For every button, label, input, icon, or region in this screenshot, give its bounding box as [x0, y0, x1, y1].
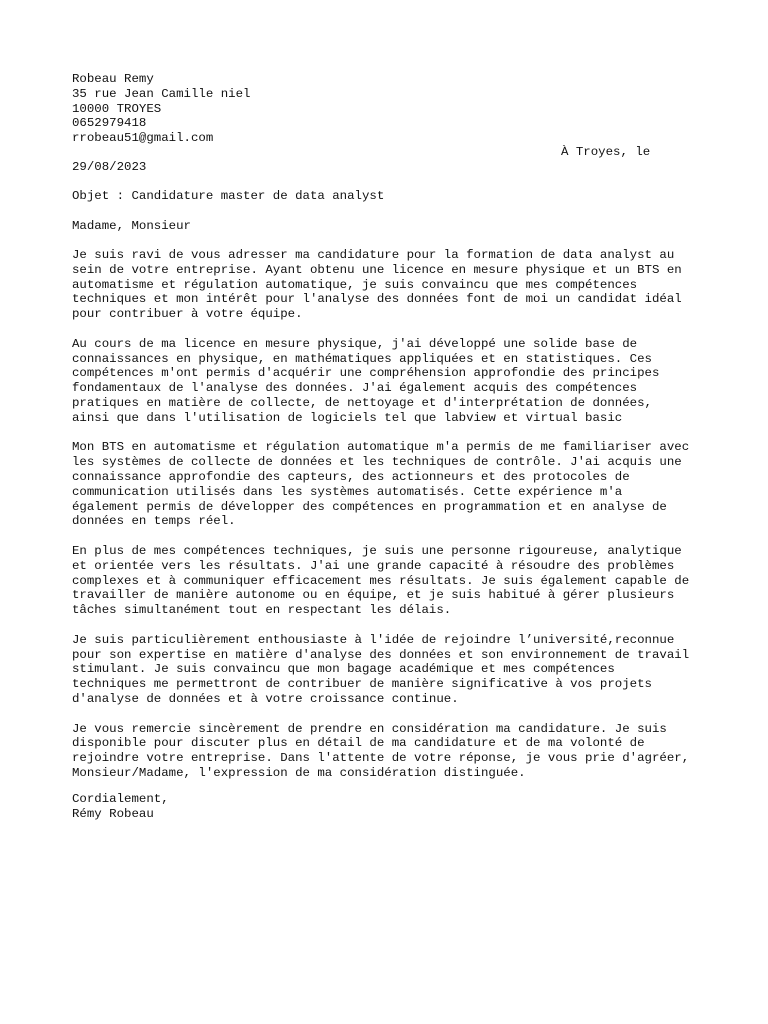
letter-body	[72, 248, 712, 795]
paragraph	[72, 440, 712, 529]
paragraph	[72, 248, 712, 322]
sender-name: Robeau Remy	[72, 72, 154, 86]
body-line: connaissance approfondie des capteurs, des actionneurs et des protocoles de	[72, 469, 630, 484]
body-line: également permis de développer des compétences en programmation et en analyse de	[72, 499, 667, 514]
sender-street: 35 rue Jean Camille niel	[72, 86, 251, 101]
paragraph	[72, 337, 712, 426]
body-line: fondamentaux de l'analyse des données. J'ai également acquis des compétences	[72, 381, 638, 396]
body-line: disponible pour discuter plus en détail de ma candidature et de ma volonté de	[72, 736, 645, 751]
body-line: travailler de manière autonome ou en équipe, et je suis habitué à gérer plusieurs	[72, 588, 675, 603]
letter-date: 29/08/2023	[72, 160, 147, 174]
body-line: stimulant. Je suis convaincu que mon bagage académique et mes compétences	[72, 662, 615, 677]
body-line: pratiques en matière de collecte, de nettoyage et d'interprétation de données,	[72, 395, 652, 410]
body-line: les systèmes de collecte de données et les techniques de contrôle. J'ai acquis une	[72, 455, 682, 470]
body-line: connaissances en physique, en mathématiques appliquées et en statistiques. Ces	[72, 351, 652, 366]
salutation: Madame, Monsieur	[72, 219, 191, 233]
body-line: Je suis particulièrement enthousiaste à l'idée de rejoindre l’université,reconnue	[72, 632, 675, 647]
body-line: et orientée vers les résultats. J'ai une grande capacité à résoudre des problèmes	[72, 558, 675, 573]
body-line: pour son expertise en matière d'analyse des données et son environnement de travail	[72, 647, 690, 662]
place-line: À Troyes, le	[561, 145, 651, 159]
body-line: d'analyse de données et à votre croissance continue.	[72, 691, 459, 706]
body-line: sein de votre entreprise. Ayant obtenu une licence en mesure physique et un BTS en	[72, 262, 682, 277]
body-line: Mon BTS en automatisme et régulation automatique m'a permis de me familiariser avec	[72, 440, 690, 455]
signature: Rémy Robeau	[72, 806, 154, 821]
sender-city: 10000 TROYES	[72, 101, 162, 116]
body-line: techniques me permettront de contribuer de manière significative à vos projets	[72, 677, 652, 692]
sender-email: rrobeau51@gmail.com	[72, 131, 214, 146]
body-line: données en temps réel.	[72, 514, 236, 529]
closing-block	[72, 792, 169, 822]
paragraph	[72, 633, 712, 707]
paragraph	[72, 722, 712, 781]
sender-phone: 0652979418	[72, 116, 147, 131]
letter-object: Objet : Candidature master de data analyst	[72, 189, 385, 203]
body-line: ainsi que dans l'utilisation de logiciels tel que labview et virtual basic	[72, 410, 623, 425]
body-line: complexes et à communiquer efficacement mes résultats. Je suis également capable de	[72, 573, 690, 588]
body-line: Au cours de ma licence en mesure physique, j'ai développé une solide base de	[72, 336, 638, 351]
closing-text: Cordialement,	[72, 792, 169, 806]
body-line: Je suis ravi de vous adresser ma candidature pour la formation de data analyst au	[72, 248, 675, 262]
body-line: communication utilisés dans les systèmes automatisés. Cette expérience m'a	[72, 484, 623, 499]
body-line: techniques et mon intérêt pour l'analyse des données font de moi un candidat idéal	[72, 292, 682, 307]
body-line: automatisme et régulation automatique, je suis convaincu que mes compétences	[72, 277, 638, 292]
body-line: Monsieur/Madame, l'expression de ma considération distinguée.	[72, 765, 526, 780]
paragraph	[72, 544, 712, 618]
body-line: Je vous remercie sincèrement de prendre en considération ma candidature. Je suis	[72, 721, 667, 736]
body-line: pour contribuer à votre équipe.	[72, 307, 303, 322]
body-line: compétences m'ont permis d'acquérir une compréhension approfondie des principes	[72, 366, 660, 381]
body-line: rejoindre votre entreprise. Dans l'attente de votre réponse, je vous prie d'agréer,	[72, 751, 690, 766]
body-line: tâches simultanément tout en respectant les délais.	[72, 603, 452, 618]
body-line: En plus de mes compétences techniques, je suis une personne rigoureuse, analytique	[72, 543, 682, 558]
sender-block	[72, 72, 250, 146]
